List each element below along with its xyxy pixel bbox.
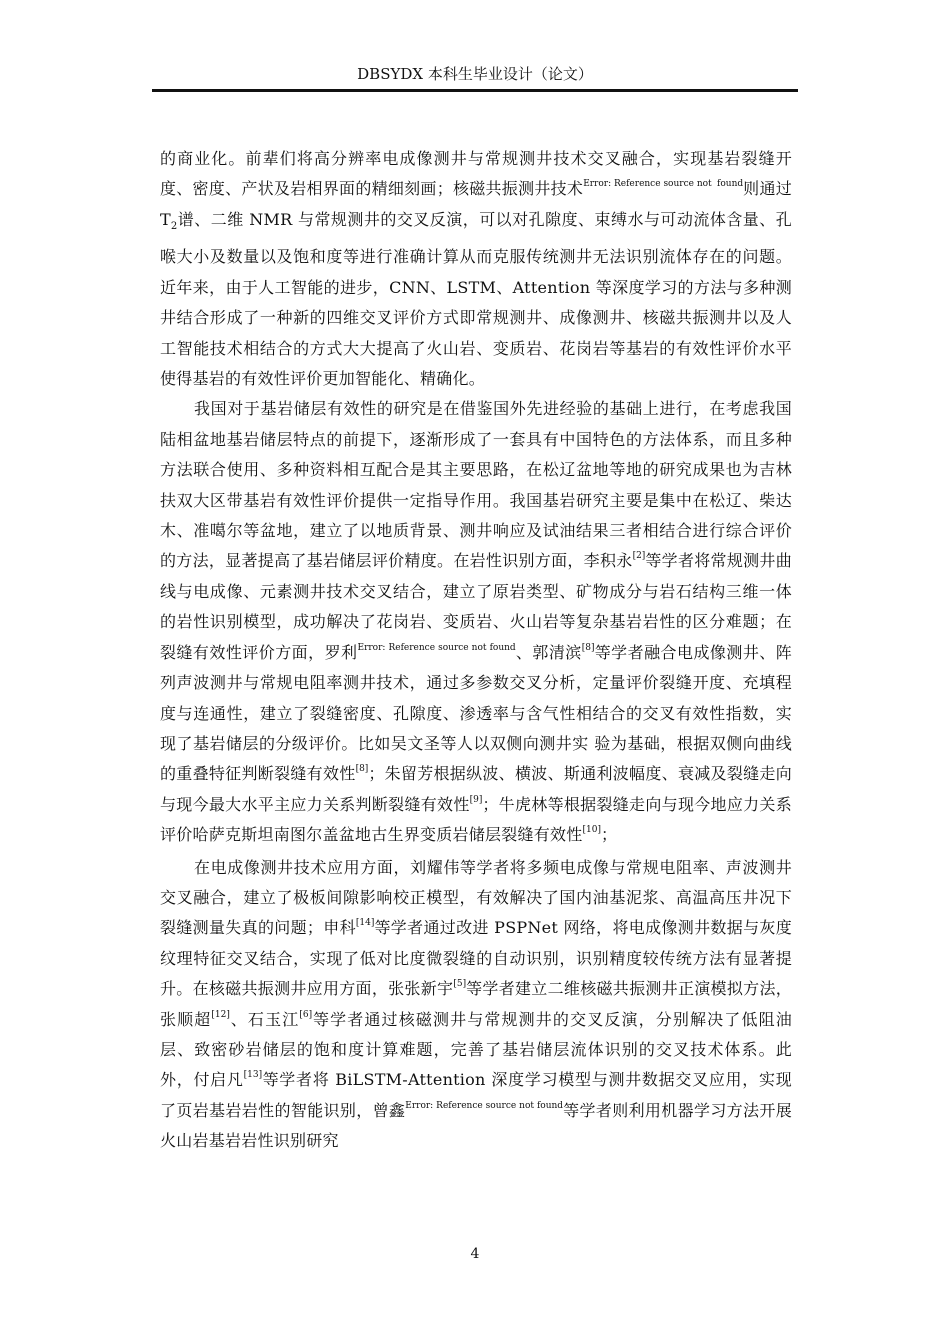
paragraph-1 — [160, 144, 792, 394]
reference-error: found — [717, 179, 744, 190]
citation: [10] — [582, 825, 601, 836]
reference-error: Error: Reference source not — [583, 179, 712, 190]
running-header: DBSYDX 本科生毕业设计（论文） — [357, 65, 593, 83]
citation: [13] — [243, 1070, 263, 1081]
paragraph-text: 等学者将 BiLSTM-Attention 深度学习模型与测井数据交叉应用，实现了页岩基岩岩性的智能识别，曾鑫 — [160, 1070, 792, 1120]
subscript: 2 — [170, 221, 178, 232]
paragraph-text: 、郭清滨 — [515, 642, 582, 662]
paragraph-text: 等学者则利用机器学习方法开展火山岩基岩岩性识别研究 — [160, 1100, 792, 1151]
paragraph-text: 谱、二维 NMR 与常规测井的交叉反演，可以对孔隙度、束缚水与可动流体含量、孔喉大小及数量以及饱和度等进行准确计算从而克服传统测井无法识别流体存在的问题。近年来，由于人工智能的进步，CNN、LSTM、Attention 等深度学习的方法与多种测井结合形成了一种新的四维交叉评价方式即常规测井、成像测井、核磁共振测井以及人工智能技术相结合的方式大大提高了火山岩、变质岩、花岗岩等基岩的有效性评价水平使得基岩的有效性评价更加智能化、精确化。 — [160, 209, 792, 389]
paragraph-text: ；牛虎林等根据裂缝走向与现今地应力关系评价哈萨克斯坦南图尔盖盆地古生界变质岩储层裂缝有效性 — [160, 794, 792, 845]
citation: [9] — [469, 794, 483, 805]
paragraph-text: ；朱留芳根据纵波、横波、斯通利波幅度、衰减及裂缝走向与现今最大水平主应力关系判断裂缝有效性 — [160, 764, 792, 814]
paragraph-text: 在电成像测井技术应用方面，刘耀伟等学者将多频电成像与常规电阻率、声波测井交叉融合，建立了极板间隙影响校正模型，有效解决了国内油基泥浆、高温高压井况下裂缝测量失真的问题；申科 — [160, 857, 792, 938]
paragraph-text: 、石玉江 — [229, 1009, 300, 1029]
header-rule — [152, 89, 798, 92]
citation: [8] — [581, 642, 595, 653]
citation: [8] — [355, 764, 369, 775]
citation: [2] — [632, 551, 646, 562]
paragraph-text: 等学者融合电成像测井、阵列声波测井与常规电阻率测井技术，通过多参数交叉分析，定量评价裂缝开度、充填程度与连通性，建立了裂缝密度、孔隙度、渗透率与含气性相结合的交叉有效性指数，实现了基岩储层的分级评价。比如吴文圣等人以双侧向测井实 验为基础，根据双侧向曲线的重叠特征判断裂缝有效性 — [160, 642, 792, 784]
body-text — [160, 144, 792, 1157]
citation: [14] — [355, 918, 375, 929]
page-number: 4 — [470, 1246, 480, 1262]
reference-error: Error: Reference source not found — [357, 642, 516, 653]
paragraph-text: 等学者通过核磁测井与常规测井的交叉反演，分别解决了低阻油层、致密砂岩储层的饱和度计算难题，完善了基岩储层流体识别的交叉技术体系。此外，付启凡 — [160, 1009, 792, 1090]
paragraph-2 — [160, 394, 792, 850]
paragraph-text: 我国对于基岩储层有效性的研究是在借鉴国外先进经验的基础上进行，在考虑我国陆相盆地基岩储层特点的前提下，逐渐形成了一套具有中国特色的方法体系，而且多种方法联合使用、多种资料相互配合是其主要思路，在松辽盆地等地的研究成果也为吉林扶双大区带基岩有效性评价提供一定指导作用。我国基岩研究主要是集中在松辽、柴达木、准噶尔等盆地，建立了以地质背景、测井响应及试油结果三者相结合进行综合评价的方法，显著提高了基岩储层评价精度。在岩性识别方面，李积永 — [160, 399, 792, 571]
paragraph-text: ； — [601, 825, 618, 845]
reference-error: Error: Reference source not found — [405, 1100, 564, 1111]
citation: [5] — [453, 979, 467, 990]
citation: [6] — [299, 1009, 313, 1020]
paragraph-text: 的商业化。前辈们将高分辨率电成像测井与常规测井技术交叉融合，实现基岩裂缝开度、密度、产状及岩相界面的精细刻画；核磁共振测井技术 — [160, 149, 792, 199]
paragraph-text: 则通过 T — [160, 179, 792, 229]
paragraph-text: 等学者通过改进 PSPNet 网络，将电成像测井数据与灰度纹理特征交叉结合，实现了低对比度微裂缝的自动识别，识别精度较传统方法有显著提升。在核磁共振测井应用方面，张张新宇 — [160, 918, 792, 999]
paragraph-text: 等学者将常规测井曲线与电成像、元素测井技术交叉结合，建立了原岩类型、矿物成分与岩石结构三维一体的岩性识别模型，成功解决了花岗岩、变质岩、火山岩等复杂基岩岩性的区分难题；在裂缝有效性评价方面，罗利 — [160, 551, 792, 662]
paragraph-text: 等学者建立二维核磁共振测井正演模拟方法，张顺超 — [160, 979, 792, 1029]
citation: [12] — [211, 1009, 230, 1020]
paragraph-3 — [160, 853, 792, 1157]
